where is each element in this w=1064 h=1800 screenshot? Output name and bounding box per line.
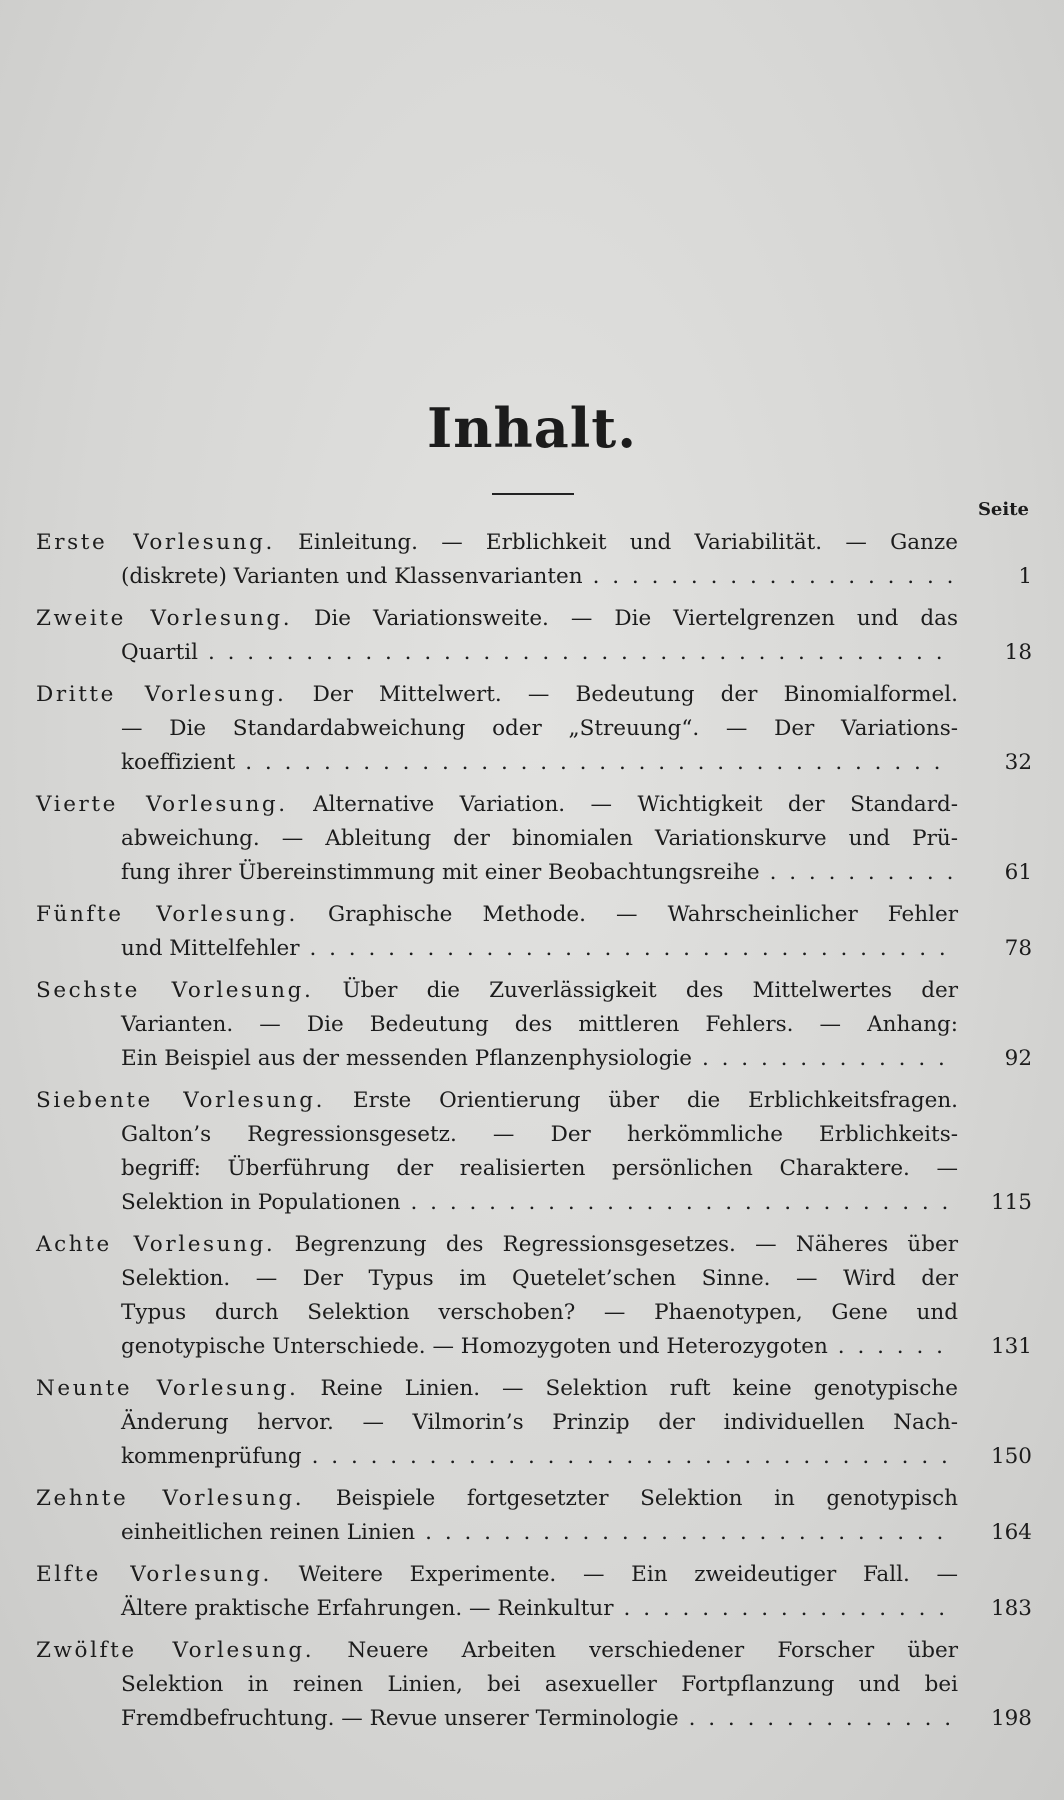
- toc-entry-text: [36, 1558, 958, 1626]
- toc-line-text: koeffizient: [121, 750, 236, 775]
- toc-entry-line: [36, 898, 958, 932]
- dot-leader: [425, 1516, 954, 1550]
- lecture-label: Zwölfte Vorlesung.: [36, 1638, 315, 1663]
- toc-line-text: Erste Orientierung über die Erblichkeitsfragen.: [352, 1088, 958, 1113]
- toc-entry-line: [36, 1372, 958, 1406]
- toc-line-text: Der Mittelwert. — Bedeutung der Binomialformel.: [312, 682, 958, 707]
- toc-entry-line: [36, 822, 958, 856]
- page-number: 92: [1004, 1046, 1032, 1071]
- toc-line-text: Beispiele fortgesetzter Selektion in genotypisch: [335, 1486, 959, 1511]
- toc-entry-last-line: [36, 1186, 958, 1220]
- dot-leader: [245, 746, 954, 780]
- toc-line-text: Reine Linien. — Selektion ruft keine genotypische: [320, 1376, 959, 1401]
- page-number: 115: [990, 1190, 1032, 1215]
- toc-entry: [36, 898, 1032, 966]
- toc-line-text: (diskrete) Varianten und Klassenvarianten: [121, 564, 583, 589]
- toc-entry-text: [36, 678, 958, 780]
- toc-line-text: begriff: Überführung der realisierten persönlichen Charaktere. —: [121, 1156, 958, 1181]
- dot-leader: [593, 560, 954, 594]
- toc-entry-line: [36, 1228, 958, 1262]
- toc-entry-line: [36, 1406, 958, 1440]
- page-number: 150: [990, 1444, 1032, 1469]
- toc-entry-line: [36, 1008, 958, 1042]
- toc-entry-line: [36, 1152, 958, 1186]
- lecture-label: Elfte Vorlesung.: [36, 1562, 272, 1587]
- toc-entry: [36, 788, 1032, 890]
- toc-entry-text: [36, 1634, 958, 1736]
- toc-entry-line: [36, 974, 958, 1008]
- toc-line-text: Begrenzung des Regressionsgesetzes. — Näheres über: [294, 1232, 959, 1257]
- toc-entry-text: [36, 1482, 958, 1550]
- lecture-label: Sechste Vorlesung.: [36, 978, 314, 1003]
- toc-line-text: Selektion in reinen Linien, bei asexueller Fortpflanzung und bei: [121, 1672, 958, 1697]
- toc-line-text: Neuere Arbeiten verschiedener Forscher über: [347, 1638, 958, 1663]
- toc-entry-last-line: [36, 856, 958, 890]
- toc-line-text: Varianten. — Die Bedeutung des mittleren Fehlers. — Anhang:: [121, 1012, 958, 1037]
- toc-entry: [36, 678, 1032, 780]
- toc-line-text: und Mittelfehler: [121, 936, 300, 961]
- lecture-label: Fünfte Vorlesung.: [36, 902, 298, 927]
- toc-line-text: Die Variationsweite. — Die Viertelgrenzen und das: [314, 606, 958, 631]
- dot-leader: [208, 636, 954, 670]
- lecture-label: Siebente Vorlesung.: [36, 1088, 326, 1113]
- lecture-label: Achte Vorlesung.: [36, 1232, 276, 1257]
- toc-entry-line: [36, 1084, 958, 1118]
- toc-entry-line: [36, 1668, 958, 1702]
- lecture-label: Vierte Vorlesung.: [36, 792, 288, 817]
- toc-entry-last-line: [36, 1592, 958, 1626]
- dot-leader: [702, 1042, 954, 1076]
- page-number: 78: [1004, 936, 1032, 961]
- toc-entry: [36, 1558, 1032, 1626]
- toc-line-text: Graphische Methode. — Wahrscheinlicher Fehler: [327, 902, 959, 927]
- toc-entry-last-line: [36, 636, 958, 670]
- toc-entry: [36, 602, 1032, 670]
- toc-line-text: Alternative Variation. — Wichtigkeit der Standard-: [313, 792, 958, 817]
- toc-entry-line: [36, 788, 958, 822]
- dot-leader: [689, 1702, 954, 1736]
- dot-leader: [309, 932, 954, 966]
- toc-entry-text: [36, 974, 958, 1076]
- toc-entry-last-line: [36, 1702, 958, 1736]
- toc-entry-text: [36, 788, 958, 890]
- lecture-label: Neunte Vorlesung.: [36, 1376, 299, 1401]
- toc-line-text: Änderung hervor. — Vilmorin’s Prinzip der individuellen Nach-: [121, 1410, 958, 1435]
- page-number: 198: [990, 1706, 1032, 1731]
- toc-entry-line: [36, 1296, 958, 1330]
- lecture-label: Zehnte Vorlesung.: [36, 1486, 305, 1511]
- toc-entry-line: [36, 602, 958, 636]
- toc-entry-last-line: [36, 932, 958, 966]
- page-column-label: Seite: [977, 499, 1029, 520]
- page-number: 164: [990, 1520, 1032, 1545]
- toc-entry-last-line: [36, 746, 958, 780]
- toc-line-text: kommenprüfung: [121, 1444, 302, 1469]
- title-rule: [492, 493, 574, 495]
- toc-line-text: Einleitung. — Erblichkeit und Variabilität. — Ganze: [298, 530, 958, 555]
- toc-entry: [36, 1228, 1032, 1364]
- page-number: 183: [990, 1596, 1032, 1621]
- page-number: 32: [1004, 750, 1032, 775]
- lecture-label: Dritte Vorlesung.: [36, 682, 287, 707]
- toc-entry-text: [36, 898, 958, 966]
- toc-entry-last-line: [36, 1440, 958, 1474]
- toc-entry-line: [36, 1634, 958, 1668]
- toc-entry-line: [36, 526, 958, 560]
- toc-line-text: Über die Zuverlässigkeit des Mittelwertes der: [342, 978, 958, 1003]
- toc-entry-text: [36, 526, 958, 594]
- toc-entry-last-line: [36, 1516, 958, 1550]
- lecture-label: Erste Vorlesung.: [36, 530, 275, 555]
- toc-line-text: — Die Standardabweichung oder „Streuung“. — Der Variations-: [121, 716, 958, 741]
- toc-entry-line: [36, 1558, 958, 1592]
- toc-entry: [36, 1372, 1032, 1474]
- toc-entry-last-line: [36, 560, 958, 594]
- toc-entry-text: [36, 1372, 958, 1474]
- dot-leader: [411, 1186, 955, 1220]
- toc-entry-text: [36, 1084, 958, 1220]
- toc-entry-text: [36, 602, 958, 670]
- toc-entry-line: [36, 1118, 958, 1152]
- toc-entry: [36, 974, 1032, 1076]
- toc-entry: [36, 1482, 1032, 1550]
- toc-line-text: Ein Beispiel aus der messenden Pflanzenphysiologie: [121, 1046, 692, 1071]
- toc-entry: [36, 526, 1032, 594]
- toc-line-text: Typus durch Selektion verschoben? — Phaenotypen, Gene und: [121, 1300, 958, 1325]
- toc-entry-line: [36, 1262, 958, 1296]
- toc-entry: [36, 1634, 1032, 1736]
- page-number: 131: [990, 1334, 1032, 1359]
- toc-entry-last-line: [36, 1042, 958, 1076]
- toc-line-text: Quartil: [121, 640, 198, 665]
- toc-entry: [36, 1084, 1032, 1220]
- toc-entry-line: [36, 712, 958, 746]
- toc-line-text: genotypische Unterschiede. — Homozygoten und Heterozygoten: [121, 1334, 828, 1359]
- toc-line-text: Ältere praktische Erfahrungen. — Reinkultur: [121, 1596, 614, 1621]
- dot-leader: [838, 1330, 954, 1364]
- toc-entry-text: [36, 1228, 958, 1364]
- page-number: 18: [1004, 640, 1032, 665]
- toc-line-text: Galton’s Regressionsgesetz. — Der herkömmliche Erblichkeits-: [121, 1122, 958, 1147]
- toc-entry-last-line: [36, 1330, 958, 1364]
- toc-line-text: Fremdbefruchtung. — Revue unserer Terminologie: [121, 1706, 679, 1731]
- page-number: 1: [1018, 564, 1032, 589]
- page-number: 61: [1004, 860, 1032, 885]
- dot-leader: [770, 856, 954, 890]
- toc-entry-line: [36, 1482, 958, 1516]
- toc-line-text: einheitlichen reinen Linien: [121, 1520, 416, 1545]
- toc-line-text: abweichung. — Ableitung der binomialen Variationskurve und Prü-: [121, 826, 958, 851]
- toc-line-text: Selektion in Populationen: [121, 1190, 401, 1215]
- dot-leader: [624, 1592, 954, 1626]
- toc-line-text: Selektion. — Der Typus im Quetelet’schen Sinne. — Wird der: [121, 1266, 958, 1291]
- page-title: Inhalt.: [426, 396, 638, 460]
- lecture-label: Zweite Vorlesung.: [36, 606, 293, 631]
- toc-line-text: fung ihrer Übereinstimmung mit einer Beobachtungsreihe: [121, 860, 760, 885]
- toc-entry-line: [36, 678, 958, 712]
- table-of-contents: [36, 526, 1032, 1744]
- dot-leader: [312, 1440, 954, 1474]
- toc-line-text: Weitere Experimente. — Ein zweideutiger Fall. —: [298, 1562, 959, 1587]
